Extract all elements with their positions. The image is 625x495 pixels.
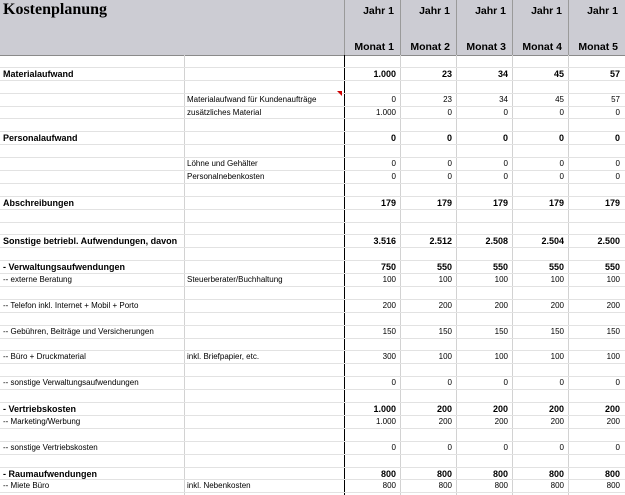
month-header: Monat 4 — [522, 41, 562, 53]
row-detail[interactable] — [187, 261, 344, 273]
value-cell[interactable] — [572, 210, 620, 222]
table-row — [0, 480, 625, 493]
value-cell[interactable]: 100 — [494, 275, 508, 285]
value-cell[interactable]: 1.000 — [375, 416, 396, 426]
value-cell[interactable] — [404, 119, 452, 131]
row-detail[interactable]: Steuerberater/Buchhaltung — [187, 275, 283, 285]
table-row — [0, 364, 625, 377]
row-detail[interactable] — [187, 455, 344, 467]
value-cell[interactable] — [516, 429, 564, 441]
value-cell[interactable]: 0 — [391, 172, 396, 182]
value-cell[interactable] — [404, 248, 452, 260]
value-cell[interactable]: 0 — [615, 378, 620, 388]
value-cell[interactable]: 179 — [436, 197, 452, 208]
value-cell[interactable]: 23 — [443, 94, 452, 104]
value-cell[interactable]: 0 — [391, 159, 396, 169]
row-detail[interactable] — [187, 184, 344, 196]
month-header: Monat 5 — [578, 41, 618, 53]
row-label[interactable] — [3, 390, 183, 402]
row-label[interactable]: -- Gebühren, Beiträge und Versicherungen — [3, 326, 154, 336]
value-cell[interactable] — [404, 81, 452, 93]
value-cell[interactable]: 200 — [438, 300, 452, 310]
row-label[interactable]: Materialaufwand — [3, 68, 74, 79]
value-cell[interactable]: 34 — [497, 68, 508, 79]
value-cell[interactable] — [572, 429, 620, 441]
row-detail[interactable] — [187, 339, 344, 351]
value-cell[interactable]: 0 — [558, 133, 564, 144]
value-cell[interactable] — [348, 145, 396, 157]
value-cell[interactable]: 45 — [553, 68, 564, 79]
value-cell[interactable]: 0 — [447, 159, 452, 169]
year-header: Jahr 1 — [531, 5, 562, 17]
table-row — [0, 171, 625, 184]
row-label[interactable] — [3, 429, 183, 441]
value-cell[interactable]: 200 — [436, 404, 452, 415]
value-cell[interactable]: 0 — [559, 172, 564, 182]
value-cell[interactable] — [516, 55, 564, 67]
value-cell[interactable]: 0 — [615, 172, 620, 182]
value-cell[interactable]: 2.500 — [597, 236, 620, 247]
value-cell[interactable]: 0 — [502, 133, 508, 144]
row-detail[interactable] — [187, 81, 344, 93]
value-cell[interactable]: 179 — [604, 197, 620, 208]
row-label[interactable]: -- Marketing/Werbung — [3, 416, 81, 426]
value-cell[interactable] — [348, 339, 396, 351]
value-cell[interactable] — [572, 223, 620, 235]
value-cell[interactable]: 0 — [615, 442, 620, 452]
value-cell[interactable]: 34 — [499, 94, 508, 104]
table-row — [0, 248, 625, 261]
month-header: Monat 2 — [410, 41, 450, 53]
value-cell[interactable] — [460, 184, 508, 196]
row-detail[interactable] — [187, 390, 344, 402]
table-row — [0, 300, 625, 313]
row-detail[interactable] — [187, 300, 344, 312]
value-cell[interactable] — [516, 223, 564, 235]
value-cell[interactable] — [348, 223, 396, 235]
month-header: Monat 3 — [466, 41, 506, 53]
value-cell[interactable]: 200 — [492, 404, 508, 415]
table-row — [0, 119, 625, 132]
value-cell[interactable]: 200 — [550, 416, 564, 426]
row-detail[interactable] — [187, 287, 344, 299]
row-label[interactable] — [3, 287, 183, 299]
table-row — [0, 223, 625, 236]
value-cell[interactable]: 800 — [492, 468, 508, 479]
row-label[interactable]: -- Miete Büro — [3, 481, 50, 491]
row-detail[interactable] — [187, 119, 344, 131]
sheet-title: Kostenplanung — [3, 1, 108, 18]
value-cell[interactable]: 800 — [438, 481, 452, 491]
value-cell[interactable] — [516, 184, 564, 196]
value-cell[interactable] — [404, 287, 452, 299]
row-detail[interactable] — [187, 235, 344, 247]
row-label[interactable]: -- externe Beratung — [3, 275, 72, 285]
value-cell[interactable] — [572, 455, 620, 467]
row-label[interactable]: - Verwaltungsaufwendungen — [3, 262, 126, 273]
value-cell[interactable]: 0 — [447, 442, 452, 452]
value-cell[interactable] — [460, 390, 508, 402]
row-label[interactable] — [3, 119, 183, 131]
row-label[interactable] — [3, 248, 183, 260]
table-row — [0, 81, 625, 94]
row-label[interactable] — [3, 364, 183, 376]
value-cell[interactable] — [516, 287, 564, 299]
value-cell[interactable]: 300 — [382, 352, 396, 362]
value-cell[interactable] — [460, 455, 508, 467]
value-cell[interactable] — [572, 184, 620, 196]
value-cell[interactable] — [572, 119, 620, 131]
value-cell[interactable] — [348, 313, 396, 325]
value-cell[interactable] — [404, 429, 452, 441]
value-cell[interactable]: 0 — [503, 378, 508, 388]
row-detail[interactable]: Materialaufwand für Kundenaufträge — [187, 94, 317, 104]
value-cell[interactable]: 2.504 — [541, 236, 564, 247]
row-detail[interactable]: Personalnebenkosten — [187, 172, 265, 182]
table-row — [0, 287, 625, 300]
table-row — [0, 132, 625, 145]
value-cell[interactable] — [516, 455, 564, 467]
table-row — [0, 339, 625, 352]
row-detail[interactable] — [187, 68, 344, 80]
value-cell[interactable]: 3.516 — [373, 236, 396, 247]
value-cell[interactable]: 0 — [391, 94, 396, 104]
value-cell[interactable] — [572, 339, 620, 351]
table-row — [0, 313, 625, 326]
value-cell[interactable]: 550 — [492, 262, 508, 273]
value-cell[interactable] — [572, 248, 620, 260]
value-cell[interactable]: 1.000 — [373, 404, 396, 415]
table-row — [0, 55, 625, 68]
row-detail[interactable]: Löhne und Gehälter — [187, 159, 258, 169]
row-label[interactable] — [3, 158, 183, 170]
row-detail[interactable] — [187, 403, 344, 415]
row-detail[interactable]: inkl. Nebenkosten — [187, 481, 251, 491]
value-cell[interactable] — [348, 210, 396, 222]
value-cell[interactable] — [348, 390, 396, 402]
row-detail[interactable] — [187, 223, 344, 235]
value-cell[interactable]: 200 — [382, 300, 396, 310]
value-cell[interactable] — [460, 223, 508, 235]
value-cell[interactable]: 23 — [441, 68, 452, 79]
table-row — [0, 429, 625, 442]
row-label[interactable] — [3, 55, 183, 67]
value-cell[interactable]: 200 — [606, 416, 620, 426]
table-row — [0, 442, 625, 455]
value-cell[interactable]: 100 — [438, 275, 452, 285]
value-cell[interactable]: 550 — [548, 262, 564, 273]
value-cell[interactable]: 0 — [559, 378, 564, 388]
month-header: Monat 1 — [354, 41, 394, 53]
row-detail[interactable] — [187, 377, 344, 389]
value-cell[interactable] — [460, 55, 508, 67]
row-label[interactable] — [3, 210, 183, 222]
value-cell[interactable]: 179 — [548, 197, 564, 208]
row-detail[interactable] — [187, 55, 344, 67]
value-cell[interactable]: 150 — [606, 326, 620, 336]
table-row — [0, 197, 625, 210]
value-cell[interactable] — [572, 313, 620, 325]
row-label[interactable] — [3, 145, 183, 157]
year-header: Jahr 1 — [363, 5, 394, 17]
value-cell[interactable]: 0 — [503, 107, 508, 117]
year-header: Jahr 1 — [587, 5, 618, 17]
table-row — [0, 377, 625, 390]
row-label[interactable]: -- Telefon inkl. Internet + Mobil + Porto — [3, 300, 139, 310]
value-cell[interactable] — [516, 364, 564, 376]
row-label[interactable]: -- Büro + Druckmaterial — [3, 352, 86, 362]
table-row — [0, 416, 625, 429]
row-label[interactable] — [3, 94, 183, 106]
table-row — [0, 455, 625, 468]
row-label[interactable] — [3, 455, 183, 467]
value-cell[interactable]: 45 — [555, 94, 564, 104]
value-cell[interactable]: 800 — [382, 481, 396, 491]
value-cell[interactable] — [516, 390, 564, 402]
value-cell[interactable] — [516, 248, 564, 260]
value-cell[interactable]: 57 — [609, 68, 620, 79]
year-header: Jahr 1 — [475, 5, 506, 17]
value-cell[interactable]: 2.508 — [485, 236, 508, 247]
value-cell[interactable]: 100 — [606, 275, 620, 285]
value-cell[interactable]: 800 — [380, 468, 396, 479]
value-cell[interactable]: 0 — [559, 159, 564, 169]
year-header: Jahr 1 — [419, 5, 450, 17]
value-cell[interactable]: 0 — [447, 172, 452, 182]
table-row — [0, 68, 625, 81]
table-row — [0, 326, 625, 339]
value-cell[interactable] — [348, 287, 396, 299]
header-band — [0, 0, 625, 56]
table-row — [0, 468, 625, 481]
value-cell[interactable]: 200 — [494, 416, 508, 426]
value-cell[interactable]: 800 — [548, 468, 564, 479]
value-cell[interactable] — [516, 339, 564, 351]
value-cell[interactable] — [348, 455, 396, 467]
value-cell[interactable]: 800 — [494, 481, 508, 491]
value-cell[interactable]: 800 — [606, 481, 620, 491]
value-cell[interactable]: 0 — [615, 107, 620, 117]
table-row — [0, 184, 625, 197]
value-cell[interactable] — [460, 339, 508, 351]
value-cell[interactable]: 100 — [550, 275, 564, 285]
row-detail[interactable] — [187, 313, 344, 325]
value-cell[interactable]: 200 — [550, 300, 564, 310]
row-detail[interactable] — [187, 364, 344, 376]
row-detail[interactable] — [187, 197, 344, 209]
value-cell[interactable] — [404, 313, 452, 325]
value-cell[interactable] — [516, 210, 564, 222]
value-cell[interactable]: 550 — [604, 262, 620, 273]
value-cell[interactable]: 800 — [436, 468, 452, 479]
value-cell[interactable]: 100 — [438, 352, 452, 362]
value-cell[interactable]: 100 — [494, 352, 508, 362]
value-cell[interactable] — [348, 184, 396, 196]
table-row — [0, 107, 625, 120]
value-cell[interactable] — [572, 145, 620, 157]
row-label[interactable] — [3, 184, 183, 196]
row-detail[interactable] — [187, 416, 344, 428]
value-cell[interactable] — [348, 119, 396, 131]
row-detail[interactable]: zusätzliches Material — [187, 107, 262, 117]
value-cell[interactable]: 0 — [614, 133, 620, 144]
row-detail[interactable] — [187, 468, 344, 480]
row-detail[interactable] — [187, 326, 344, 338]
value-cell[interactable] — [460, 429, 508, 441]
value-cell[interactable]: 200 — [604, 404, 620, 415]
value-cell[interactable]: 550 — [436, 262, 452, 273]
value-cell[interactable]: 0 — [447, 378, 452, 388]
value-cell[interactable] — [572, 287, 620, 299]
value-cell[interactable] — [460, 119, 508, 131]
value-cell[interactable] — [572, 390, 620, 402]
value-cell[interactable]: 0 — [503, 172, 508, 182]
value-cell[interactable]: 57 — [611, 94, 620, 104]
row-label[interactable]: Abschreibungen — [3, 197, 75, 208]
table-row — [0, 261, 625, 274]
value-cell[interactable] — [404, 364, 452, 376]
value-cell[interactable] — [348, 248, 396, 260]
value-cell[interactable]: 0 — [615, 159, 620, 169]
value-cell[interactable] — [516, 119, 564, 131]
value-cell[interactable] — [404, 339, 452, 351]
value-cell[interactable] — [348, 429, 396, 441]
value-cell[interactable]: 800 — [550, 481, 564, 491]
value-cell[interactable] — [572, 364, 620, 376]
row-label[interactable] — [3, 313, 183, 325]
value-cell[interactable] — [404, 223, 452, 235]
table-row — [0, 274, 625, 287]
row-label[interactable] — [3, 107, 183, 119]
value-cell[interactable] — [516, 145, 564, 157]
value-cell[interactable]: 100 — [550, 352, 564, 362]
value-cell[interactable]: 200 — [494, 300, 508, 310]
value-cell[interactable] — [348, 55, 396, 67]
row-label[interactable]: -- sonstige Vertriebskosten — [3, 442, 98, 452]
value-cell[interactable]: 200 — [438, 416, 452, 426]
row-detail[interactable] — [187, 132, 344, 144]
value-cell[interactable]: 0 — [391, 378, 396, 388]
value-cell[interactable]: 0 — [391, 442, 396, 452]
value-cell[interactable]: 100 — [606, 352, 620, 362]
value-cell[interactable] — [460, 81, 508, 93]
value-cell[interactable] — [404, 390, 452, 402]
table-row — [0, 390, 625, 403]
value-cell[interactable] — [516, 313, 564, 325]
table-row — [0, 235, 625, 248]
value-cell[interactable] — [516, 81, 564, 93]
row-detail[interactable]: inkl. Briefpapier, etc. — [187, 352, 260, 362]
value-cell[interactable]: 150 — [438, 326, 452, 336]
value-cell[interactable] — [348, 81, 396, 93]
table-row — [0, 145, 625, 158]
table-row — [0, 210, 625, 223]
value-cell[interactable]: 1.000 — [373, 68, 396, 79]
value-cell[interactable]: 150 — [494, 326, 508, 336]
value-cell[interactable]: 0 — [446, 133, 452, 144]
row-label[interactable]: Personalaufwand — [3, 133, 78, 144]
value-cell[interactable] — [460, 313, 508, 325]
value-cell[interactable]: 0 — [447, 107, 452, 117]
value-cell[interactable] — [348, 364, 396, 376]
value-cell[interactable]: 1.000 — [375, 107, 396, 117]
value-cell[interactable]: 150 — [382, 326, 396, 336]
row-detail[interactable] — [187, 248, 344, 260]
row-label[interactable]: Sonstige betriebl. Aufwendungen, davon — [3, 236, 178, 247]
value-cell[interactable]: 800 — [604, 468, 620, 479]
row-label[interactable] — [3, 171, 183, 183]
row-detail[interactable] — [187, 429, 344, 441]
row-detail[interactable] — [187, 145, 344, 157]
table-row — [0, 94, 625, 107]
value-cell[interactable] — [460, 210, 508, 222]
value-cell[interactable] — [460, 145, 508, 157]
table-row — [0, 403, 625, 416]
value-cell[interactable]: 0 — [503, 159, 508, 169]
value-cell[interactable]: 179 — [380, 197, 396, 208]
value-cell[interactable] — [572, 55, 620, 67]
value-cell[interactable] — [460, 364, 508, 376]
row-detail[interactable] — [187, 442, 344, 454]
row-label[interactable] — [3, 339, 183, 351]
value-cell[interactable]: 200 — [548, 404, 564, 415]
value-cell[interactable] — [404, 184, 452, 196]
value-cell[interactable]: 200 — [606, 300, 620, 310]
row-label[interactable]: - Raumaufwendungen — [3, 468, 97, 479]
value-cell[interactable]: 100 — [382, 275, 396, 285]
value-cell[interactable] — [404, 55, 452, 67]
value-cell[interactable]: 0 — [503, 442, 508, 452]
value-cell[interactable]: 750 — [380, 262, 396, 273]
value-cell[interactable] — [460, 287, 508, 299]
row-label[interactable] — [3, 81, 183, 93]
table-row — [0, 351, 625, 364]
value-cell[interactable]: 0 — [559, 107, 564, 117]
table-body — [0, 55, 625, 493]
row-label[interactable] — [3, 223, 183, 235]
value-cell[interactable] — [404, 145, 452, 157]
value-cell[interactable]: 179 — [492, 197, 508, 208]
value-cell[interactable] — [460, 248, 508, 260]
table-row — [0, 158, 625, 171]
value-cell[interactable]: 0 — [390, 133, 396, 144]
value-cell[interactable] — [404, 455, 452, 467]
value-cell[interactable] — [404, 210, 452, 222]
value-cell[interactable]: 2.512 — [429, 236, 452, 247]
value-cell[interactable]: 0 — [559, 442, 564, 452]
row-detail[interactable] — [187, 210, 344, 222]
comment-indicator[interactable] — [337, 91, 342, 96]
value-cell[interactable] — [572, 81, 620, 93]
value-cell[interactable]: 150 — [550, 326, 564, 336]
row-label[interactable]: - Vertriebskosten — [3, 404, 77, 415]
row-label[interactable]: -- sonstige Verwaltungsaufwendungen — [3, 378, 139, 388]
